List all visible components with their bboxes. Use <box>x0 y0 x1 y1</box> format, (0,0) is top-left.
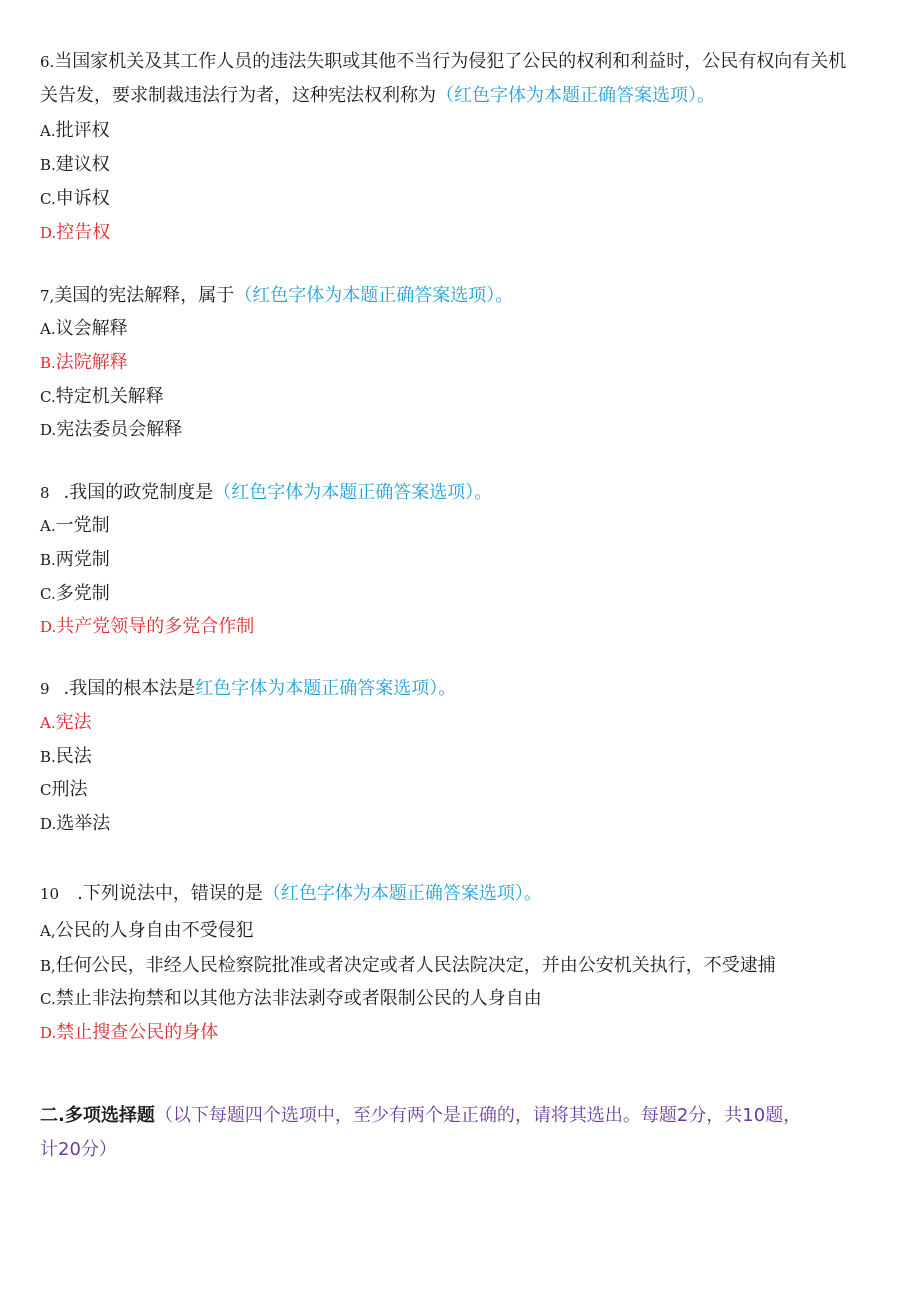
option-text: 禁止非法拘禁和以其他方法非法剥夺或者限制公民的人身自由 <box>55 988 542 1009</box>
option-7c <box>40 385 164 409</box>
question-text: 关告发，要求制裁违法行为者，这种宪法权利称为 <box>40 85 436 106</box>
question-10 <box>40 882 542 906</box>
answer-hint: 红色字体为本题正确答案选项）。 <box>195 678 457 699</box>
option-text: 宪法 <box>55 712 92 733</box>
question-6-line-2 <box>40 84 715 108</box>
question-number: 8 <box>40 484 50 502</box>
option-6a <box>40 119 110 143</box>
option-label: A. <box>40 714 56 732</box>
option-text: 宪法委员会解释 <box>56 419 183 440</box>
option-10c <box>40 987 542 1011</box>
option-label: C <box>40 781 52 799</box>
section-note: （以下每题四个选项中，至少有两个是正确的，请将其选出。每题2分，共10题， <box>154 1105 802 1126</box>
option-9d <box>40 812 110 836</box>
question-text: .我国的政党制度是 <box>63 482 214 503</box>
option-label: D. <box>40 421 57 439</box>
question-number: 10 <box>40 885 60 903</box>
option-label: A. <box>40 122 56 140</box>
option-text: 特定机关解释 <box>55 386 164 407</box>
option-label: B. <box>40 156 56 174</box>
option-text: 民法 <box>55 746 92 767</box>
option-label: C. <box>40 585 56 603</box>
question-number: 9 <box>40 680 50 698</box>
option-label: B. <box>40 748 56 766</box>
question-6-line-1 <box>40 50 846 74</box>
answer-hint: （红色字体为本题正确答案选项）。 <box>262 883 542 904</box>
option-8a <box>40 514 110 538</box>
option-label: C. <box>40 190 56 208</box>
question-text: .下列说法中，错误的是 <box>77 883 263 904</box>
option-text: 禁止搜查公民的身体 <box>56 1022 219 1043</box>
option-text: 控告权 <box>56 222 111 243</box>
option-text: 选举法 <box>56 813 111 834</box>
option-label: D. <box>40 815 57 833</box>
question-9 <box>40 677 456 701</box>
option-label: D. <box>40 618 57 636</box>
option-text: 议会解释 <box>55 318 128 339</box>
option-8c <box>40 582 110 606</box>
option-label: A. <box>40 517 56 535</box>
option-text: 一党制 <box>55 515 110 536</box>
option-10d-correct <box>40 1021 218 1045</box>
answer-hint: （红色字体为本题正确答案选项）。 <box>234 285 514 306</box>
option-6d-correct <box>40 221 110 245</box>
option-6c <box>40 187 110 211</box>
option-text: 共产党领导的多党合作制 <box>56 616 255 637</box>
option-8d-correct <box>40 615 254 639</box>
option-9a-correct <box>40 711 92 735</box>
question-number: 6. <box>40 53 55 71</box>
option-10a <box>40 919 254 943</box>
option-7a <box>40 317 128 341</box>
option-label: D. <box>40 224 57 242</box>
option-text: 两党制 <box>55 549 110 570</box>
option-text: 公民的人身自由不受侵犯 <box>55 920 254 941</box>
option-7d <box>40 418 182 442</box>
option-label: D. <box>40 1024 57 1042</box>
option-text: 任何公民，非经人民检察院批准或者决定或者人民法院决定，并由公安机关执行，不受逮捕 <box>55 955 776 976</box>
option-text: 法院解释 <box>55 352 128 373</box>
option-text: 申诉权 <box>55 188 110 209</box>
option-9c <box>40 778 87 802</box>
option-label: A, <box>40 922 56 940</box>
answer-hint: （红色字体为本题正确答案选项）。 <box>436 85 715 106</box>
option-label: C. <box>40 990 56 1008</box>
question-text: .我国的根本法是 <box>63 678 196 699</box>
section-heading <box>40 1104 801 1128</box>
answer-hint: （红色字体为本题正确答案选项）。 <box>213 482 493 503</box>
option-6b <box>40 153 110 177</box>
question-7 <box>40 284 513 308</box>
option-label: B, <box>40 957 56 975</box>
option-text: 建议权 <box>55 154 110 175</box>
option-text: 多党制 <box>55 583 110 604</box>
option-text: 刑法 <box>51 779 88 800</box>
question-8 <box>40 481 492 505</box>
option-7b-correct <box>40 351 128 375</box>
option-label: C. <box>40 388 56 406</box>
option-10b <box>40 954 776 978</box>
question-number: 7, <box>40 287 55 305</box>
question-text: 当国家机关及其工作人员的违法失职或其他不当行为侵犯了公民的权利和利益时，公民有权向有关机 <box>54 51 847 72</box>
option-9b <box>40 745 92 769</box>
section-title: 二.多项选择题 <box>40 1105 155 1126</box>
question-text: 美国的宪法解释，属于 <box>54 285 235 306</box>
option-8b <box>40 548 110 572</box>
section-note-continued: 计20分） <box>40 1139 117 1160</box>
option-label: A. <box>40 320 56 338</box>
option-label: B. <box>40 354 56 372</box>
option-text: 批评权 <box>55 120 110 141</box>
option-label: B. <box>40 551 56 569</box>
